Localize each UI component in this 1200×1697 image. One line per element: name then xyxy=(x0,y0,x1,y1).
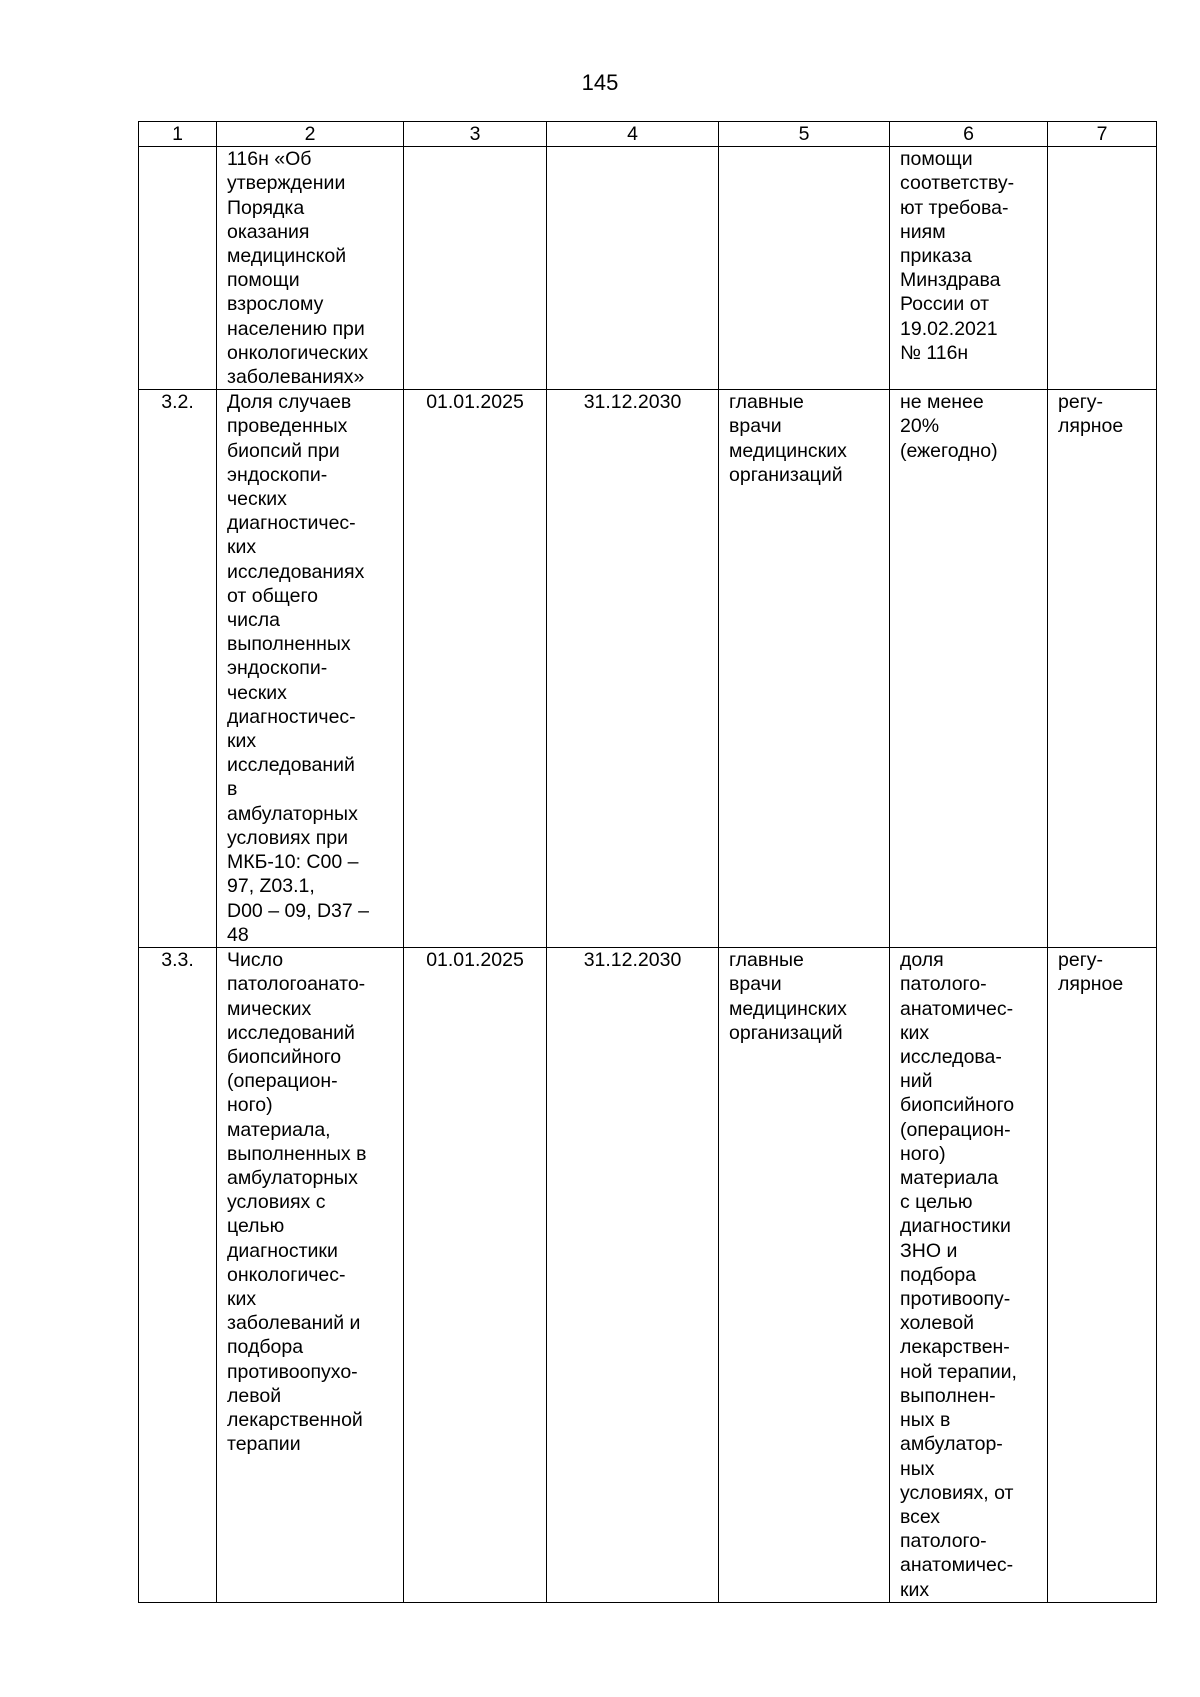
value-cell: доля патолого- анатомичес- ких исследова- ний биопсийного (операцион- ного) материала с целью диагностики ЗНО и подбора противоопу- холевой лекарствен- ной терапии, выполнен- ных в амбулатор- ных условиях, от всех патолого- анатомичес- ких xyxy=(890,948,1048,1603)
row-number-cell: 3.2. xyxy=(139,390,217,948)
column-header: 5 xyxy=(719,122,890,147)
column-header: 7 xyxy=(1048,122,1157,147)
table-row xyxy=(139,147,1157,390)
end-date-cell xyxy=(547,147,719,390)
indicator-cell: Число патологоанато- мических исследований биопсийного (операцион- ного) материала, выполненных в амбулаторных условиях с целью диагностики онкологичес- ких заболеваний и подбора противоопухо- левой лекарственной терапии xyxy=(217,948,404,1603)
table-row xyxy=(139,948,1157,1603)
start-date-cell xyxy=(404,147,547,390)
value-cell: помощи соответству- ют требова- ниям приказа Минздрава России от 19.02.2021 № 116н xyxy=(890,147,1048,390)
column-header: 1 xyxy=(139,122,217,147)
row-number-cell xyxy=(139,147,217,390)
column-header: 2 xyxy=(217,122,404,147)
indicator-cell: 116н «Об утверждении Порядка оказания медицинской помощи взрослому населению при онкологических заболеваниях» xyxy=(217,147,404,390)
responsible-cell: главные врачи медицинских организаций xyxy=(719,948,890,1603)
start-date-cell: 01.01.2025 xyxy=(404,948,547,1603)
start-date-cell: 01.01.2025 xyxy=(404,390,547,948)
responsible-cell: главные врачи медицинских организаций xyxy=(719,390,890,948)
periodicity-cell: регу- лярное xyxy=(1048,390,1157,948)
periodicity-cell: регу- лярное xyxy=(1048,948,1157,1603)
row-number-cell: 3.3. xyxy=(139,948,217,1603)
column-header: 6 xyxy=(890,122,1048,147)
indicators-table xyxy=(138,121,1157,1603)
page-number: 145 xyxy=(581,70,619,95)
end-date-cell: 31.12.2030 xyxy=(547,390,719,948)
end-date-cell: 31.12.2030 xyxy=(547,948,719,1603)
column-header: 3 xyxy=(404,122,547,147)
table-header-row xyxy=(139,122,1157,147)
responsible-cell xyxy=(719,147,890,390)
periodicity-cell xyxy=(1048,147,1157,390)
indicator-cell: Доля случаев проведенных биопсий при эндоскопи- ческих диагностичес- ких исследованиях от общего числа выполненных эндоскопи- ческих диагностичес- ких исследований в амбулаторных условиях при МКБ-10: С00 – 97, Z03.1, D00 – 09, D37 – 48 xyxy=(217,390,404,948)
column-header: 4 xyxy=(547,122,719,147)
table-row xyxy=(139,390,1157,948)
value-cell: не менее 20% (ежегодно) xyxy=(890,390,1048,948)
